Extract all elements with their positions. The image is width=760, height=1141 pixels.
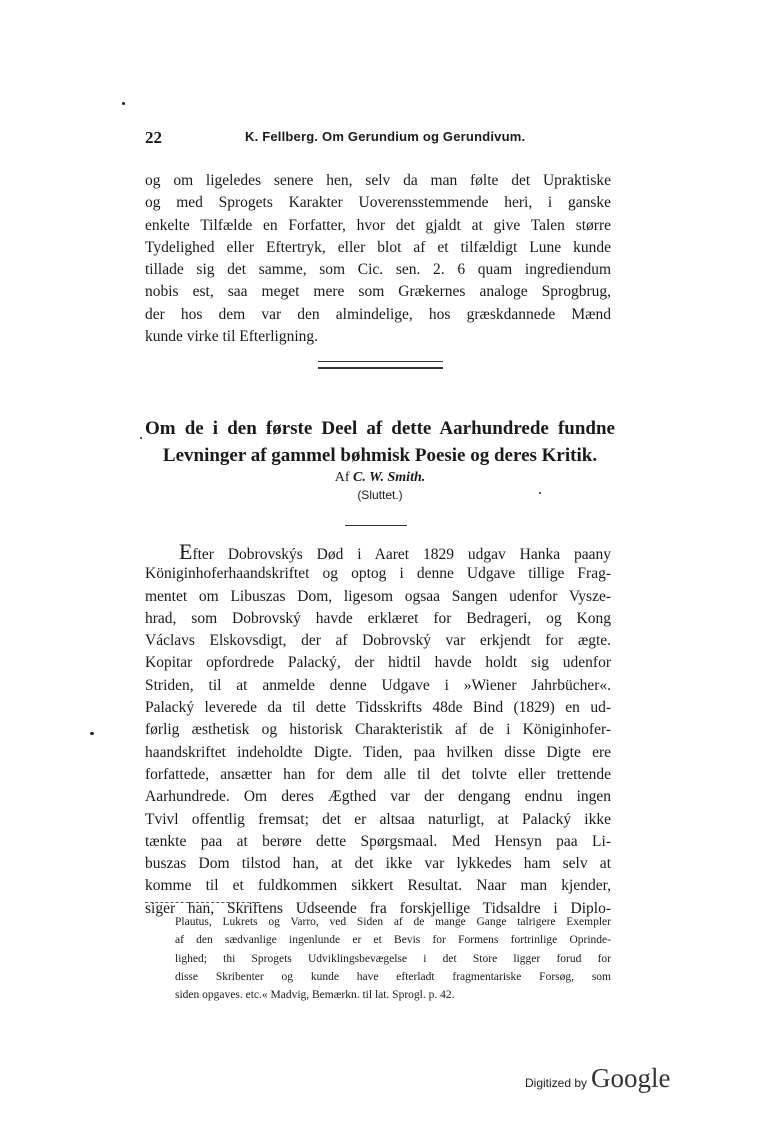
text-line: Königinhoferhaandskriftet og optog i denne Udgave tillige Frag- <box>145 565 611 583</box>
text-line: og om ligeledes senere hen, selv da man følte det Upraktiske <box>145 172 611 189</box>
text-line: mentet om Libuszas Dom, ligesom ogsaa Sangen udenfor Vysze- <box>145 587 611 605</box>
paragraph-main <box>145 541 611 920</box>
title-rule <box>345 525 407 526</box>
footnote-line: siden opgaves. etc.« Madvig, Bemærkn. til lat. Sprogl. p. 42. <box>175 989 455 1002</box>
text-line: Palacký leverede da til dette Tidsskrifts 48de Bind (1829) en ud- <box>145 699 611 717</box>
text-line: Tydelighed eller Eftertryk, eller blot af et tilfældigt Lune kunde <box>145 238 611 256</box>
author-name: C. W. Smith. <box>353 470 426 485</box>
digitized-watermark <box>525 1063 671 1093</box>
paragraph-continued <box>145 170 611 348</box>
google-logo: Google <box>591 1063 671 1093</box>
scan-speck <box>140 437 142 439</box>
footnote-line: lighed; thi Sprogets Udviklingsbevægelse i det Store ligger forud for <box>175 952 611 965</box>
author-prefix: Af <box>334 470 350 485</box>
footnote-line: Plautus, Lukrets og Varro, ved Siden af de mange Gange talrigere Exempler <box>175 916 611 928</box>
text-line: fter Dobrovskýs Død i Aaret 1829 udgav Hanka paany <box>192 546 611 563</box>
page-header <box>145 128 615 150</box>
scan-speck <box>122 102 125 105</box>
scan-speck <box>90 732 94 735</box>
text-line: hrad, som Dobrovský havde erklæret for Bedrageri, og Kong <box>145 609 611 627</box>
section-divider <box>318 361 443 369</box>
text-line: buszas Dom tilstod han, at det ikke var lykkedes ham selv at <box>145 855 611 873</box>
footnote-line: af den sædvanlige ingenlunde er et Bevis for Formens fortrinlige Oprinde- <box>175 934 611 947</box>
sequel-note: (Sluttet.) <box>357 488 403 502</box>
text-line-first <box>145 541 611 563</box>
text-line: nobis est, saa meget mere som Grækernes analoge Sprogbrug, <box>145 283 611 301</box>
page-number: 22 <box>145 128 162 147</box>
text-line: Tvivl offentlig fremsat; det er altsaa naturligt, at Palacký ikke <box>145 810 611 828</box>
text-line: Aarhundrede. Om deres Ægthed var der dengang endnu ingen <box>145 788 611 806</box>
text-line: Striden, til at anmelde denne Udgave i »Wiener Jahrbücher«. <box>145 676 611 694</box>
running-head: K. Fellberg. Om Gerundium og Gerundivum. <box>245 129 526 144</box>
text-line: førlig æsthetisk og historisk Charakteristik af de i Königinhofer- <box>145 721 611 739</box>
scan-speck <box>539 492 541 494</box>
text-line: Václavs Elskovsdigt, der af Dobrovský var erkjendt for ægte. <box>145 632 611 650</box>
text-line: tillade sig det samme, som Cic. sen. 2. 6 quam ingrediendum <box>145 261 611 279</box>
footnote-divider <box>145 902 260 903</box>
footnote-line: disse Skribenter og kunde have efterladt fragmentariske Forsøg, som <box>175 970 611 983</box>
drop-capital: E <box>179 541 193 564</box>
text-line: Kopitar opfordrede Palacký, der hidtil havde holdt sig udenfor <box>145 654 611 672</box>
text-line: tænkte paa at berøre dette Spørgsmaal. Med Hensyn paa Li- <box>145 832 611 850</box>
text-line: enkelte Tilfælde en Forfatter, hvor det gjaldt at give Talen større <box>145 216 611 234</box>
text-line: og med Sprogets Karakter Uoverensstemmende heri, i ganske <box>145 194 611 212</box>
text-line: siger han, Skriftens Udseende fra forskjellige Tidsaldre i Diplo- <box>145 899 611 917</box>
text-line: komme til et fuldkommen sikkert Resultat. Naar man kjender, <box>145 877 611 895</box>
article-author <box>145 470 615 486</box>
text-line: kunde virke til Efterligning. <box>145 328 319 346</box>
digitized-by-label: Digitized by <box>525 1076 588 1090</box>
text-line: haandskriftet indeholdte Digte. Tiden, paa hvilken disse Digte ere <box>145 743 611 761</box>
text-line: der hos dem var den almindelige, hos græskdannede Mænd <box>145 305 611 323</box>
footnote <box>175 913 611 1004</box>
article-title-line-2: Levninger af gammel bøhmisk Poesie og deres Kritik. <box>162 445 598 466</box>
article-title-line-1: Om de i den første Deel af dette Aarhundrede fundne <box>145 418 615 439</box>
text-line: forfattede, ansætter han for dem alle til det tolvte eller trettende <box>145 765 611 783</box>
